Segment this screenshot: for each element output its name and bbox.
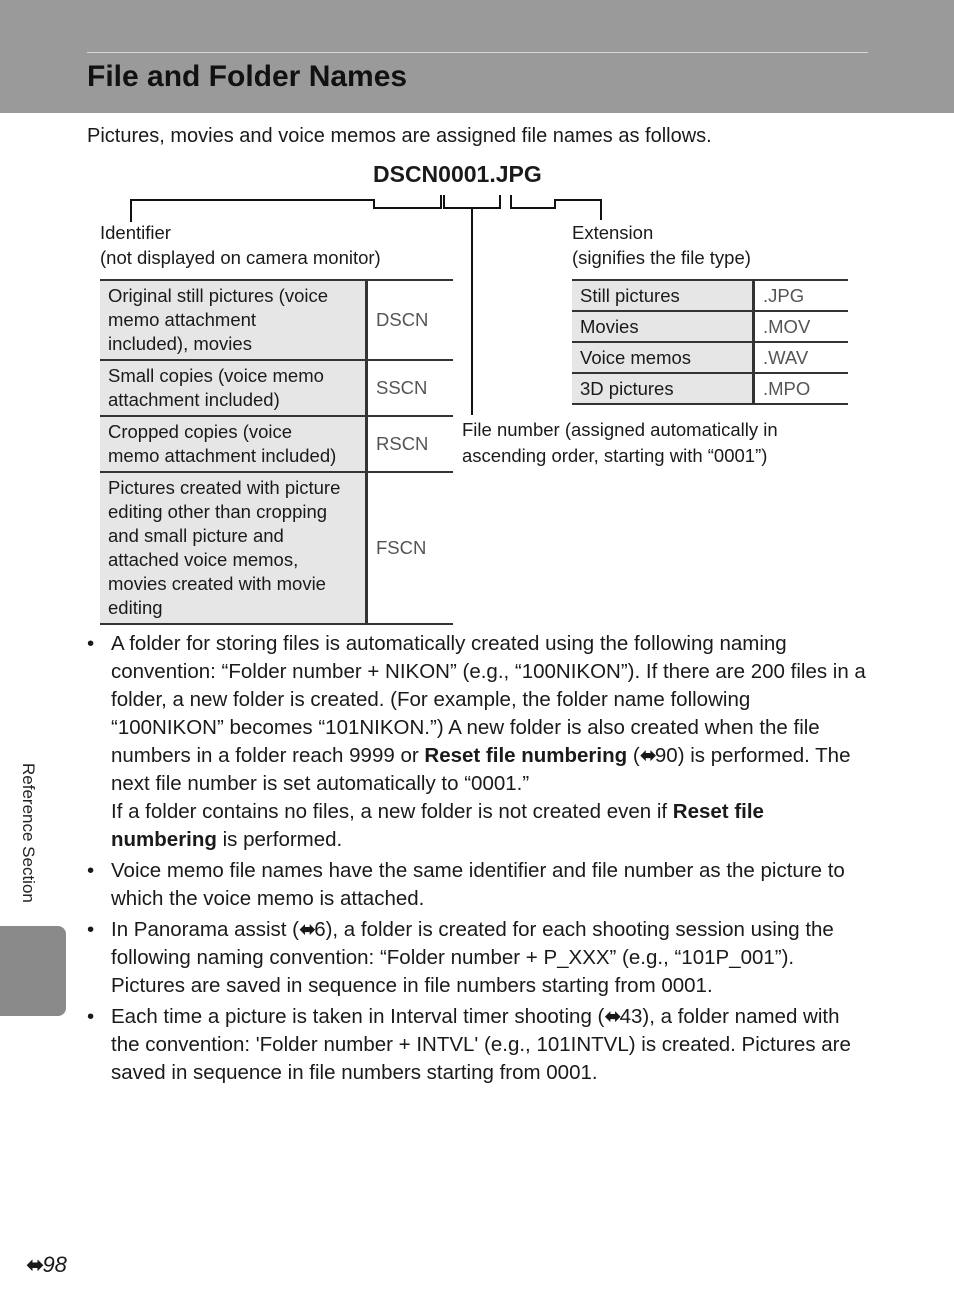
bullet-icon: • [87,918,95,941]
identifier-desc: Cropped copies (voice memo attachment included) [100,416,367,472]
example-filename: DSCN0001.JPG [373,161,542,187]
table-row [100,472,453,624]
table-row [572,311,848,342]
list-item: • Voice memo file names have the same identifier and file number as the picture to which the voice memo is attached. [87,859,845,910]
identifier-label: Identifier (not displayed on camera monitor) [100,222,381,268]
list-item: • In Panorama assist (⬌6), a folder is created for each shooting session using the following naming convention: “Folder number + P_XXX” (e.g., “101P_001”). Pictures are saved in sequence in file numbers starting from 0001. [87,918,834,997]
bullet-icon: • [87,632,95,655]
file-number-label: File number (assigned automatically in ascending order, starting with “0001”) [462,419,778,466]
list-item: • A folder for storing files is automatically created using the following naming convention: “Folder number + NIKON” (e.g., “100NIKON”). If there are 200 files in a folder, a new folder is created. (For example, the folder name following “100NIKON” becomes “101NIKON.”) A new folder is also created when the file numbers in a folder reach 9999 or Reset file numbering (⬌90) is performed. The next file number is set automatically to “0001.” If a folder contains no files, a new folder is not created even if Reset file numbering is performed. [87,632,866,851]
reference-section-icon: ⬌ [604,1005,620,1028]
bullet-icon: • [87,1005,95,1028]
table-row [572,342,848,373]
bullet-list [87,630,867,1090]
page-title: File and Folder Names [87,60,408,93]
reference-section-icon: ⬌ [26,1252,43,1277]
page-number: ⬌98 [26,1252,67,1277]
extension-code: .MPO [754,373,849,404]
extension-label: Extension (signifies the file type) [572,222,751,268]
extension-desc: 3D pictures [572,373,754,404]
table-row [100,280,453,360]
extension-desc: Voice memos [572,342,754,373]
extension-desc: Still pictures [572,280,754,311]
menu-reference-bold: Reset file numbering [424,744,628,767]
identifier-table [100,279,453,625]
reference-section-icon: ⬌ [639,744,655,767]
table-row [572,373,848,404]
side-section-label: Reference Section [19,763,38,903]
identifier-code: SSCN [367,360,454,416]
side-tab [0,926,66,1016]
table-row [100,360,453,416]
extension-bracket [511,195,601,220]
table-row [100,416,453,472]
list-item: • Each time a picture is taken in Interval timer shooting (⬌43), a folder named with the convention: 'Folder number + INTVL' (e.g., 101INTVL) is created. Pictures are saved in sequence in file numbers starting from 0001. [87,1005,851,1084]
menu-reference-bold: Reset file numbering [111,800,764,851]
identifier-code: FSCN [367,472,454,624]
identifier-code: RSCN [367,416,454,472]
extension-code: .MOV [754,311,849,342]
extension-desc: Movies [572,311,754,342]
file-number-bracket [444,195,500,208]
extension-table [572,279,848,405]
identifier-bracket [131,195,441,222]
identifier-code: DSCN [367,280,454,360]
identifier-desc: Small copies (voice memo attachment included) [100,360,367,416]
extension-code: .JPG [754,280,849,311]
reference-section-icon: ⬌ [299,918,315,941]
bullet-icon: • [87,859,95,882]
table-row [572,280,848,311]
identifier-desc: Original still pictures (voice memo attachment included), movies [100,280,367,360]
identifier-desc: Pictures created with picture editing other than cropping and small picture and attached voice memos, movies created with movie editing [100,472,367,624]
intro-text: Pictures, movies and voice memos are assigned file names as follows. [87,125,712,147]
extension-code: .WAV [754,342,849,373]
